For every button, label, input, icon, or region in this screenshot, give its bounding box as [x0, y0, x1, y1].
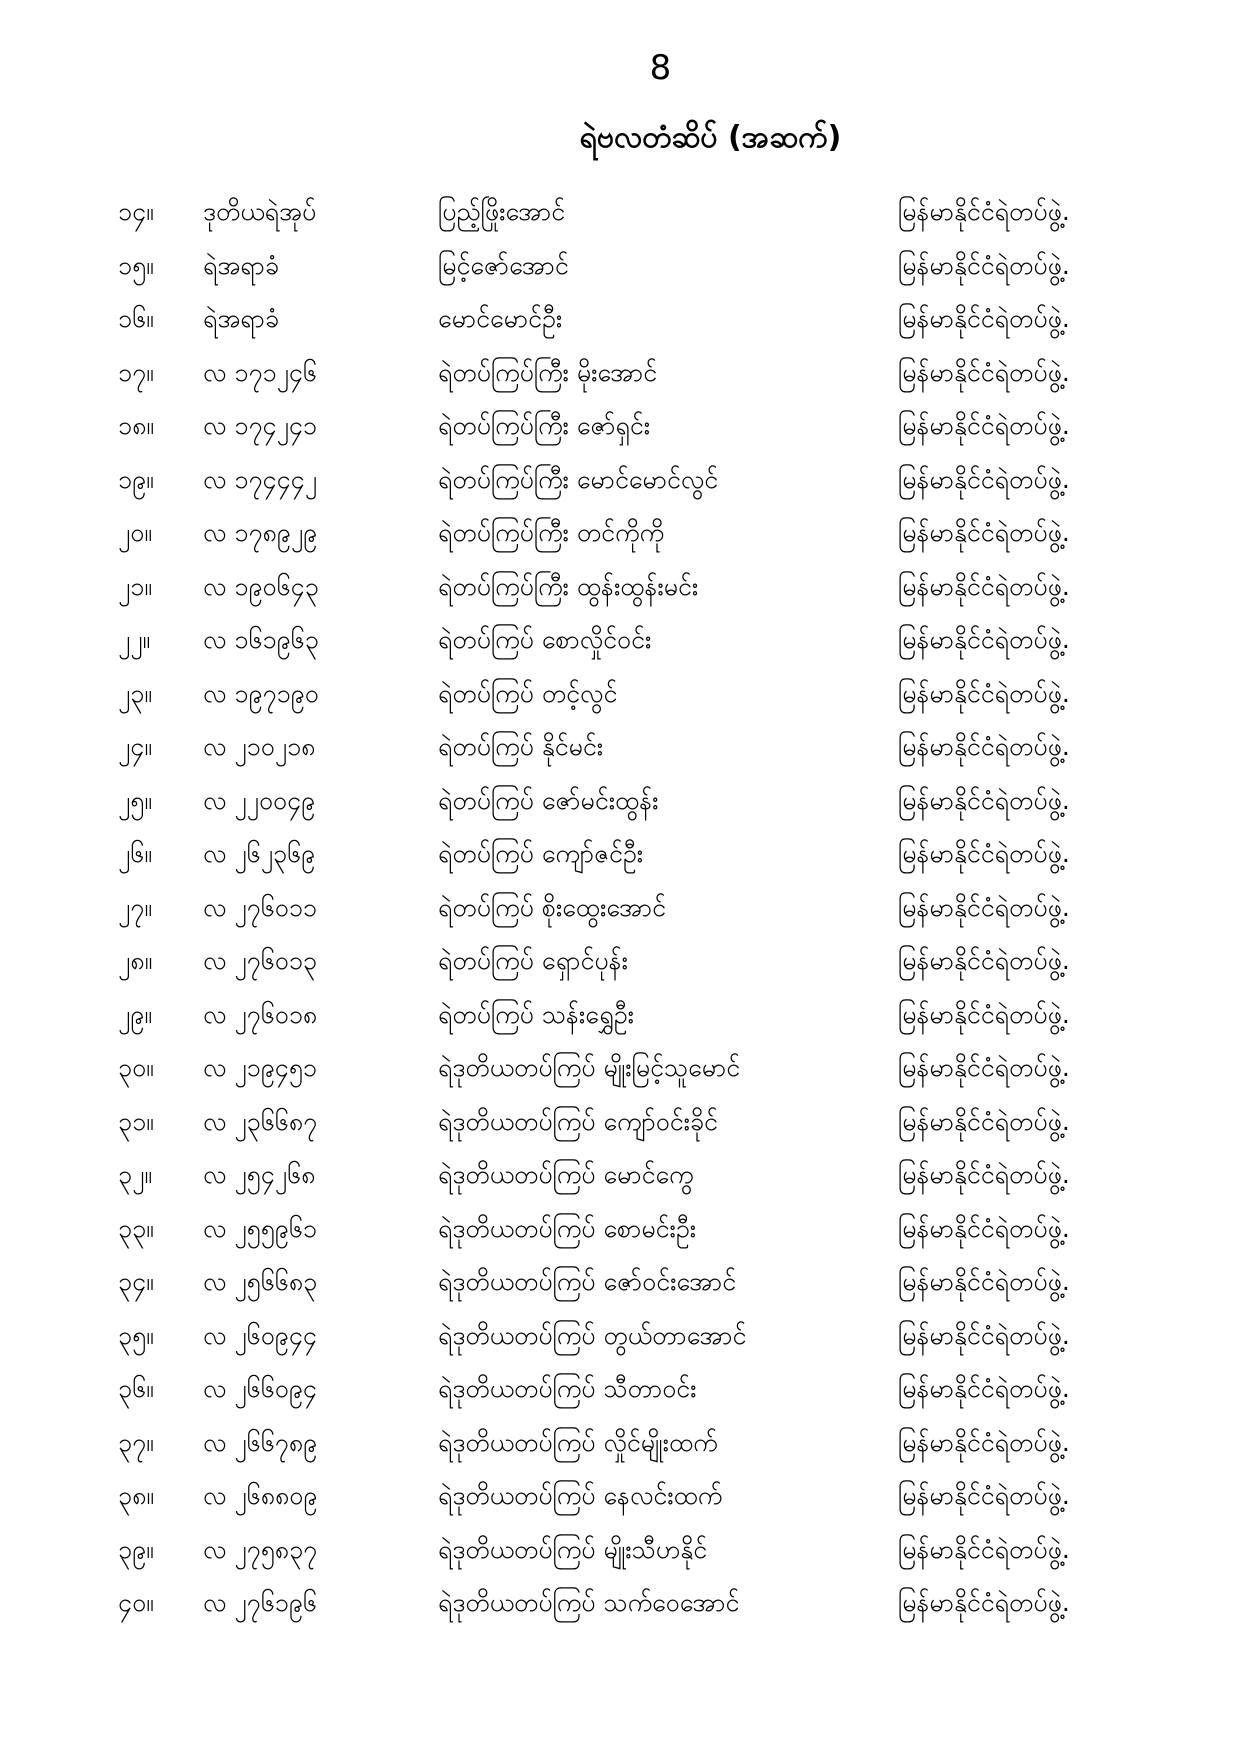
rank-and-name: ရဲတပ်ကြပ်ကြီး တင်ကိုကို — [438, 518, 664, 548]
list-item — [0, 668, 1241, 722]
list-item — [0, 1417, 1241, 1471]
rank-and-name: မောင်မောင်ဦး — [438, 304, 563, 334]
item-number: ၂၄။ — [118, 732, 152, 762]
page-number: 8 — [649, 48, 672, 88]
list-item — [0, 614, 1241, 668]
police-force-label: မြန်မာနိုင်ငံရဲတပ်ဖွဲ့. — [898, 1534, 1070, 1564]
rank-and-name: ရဲဒုတိယတပ်ကြပ် နေလင်းထက် — [438, 1481, 723, 1511]
serial-or-rank: လ ၂၇၆၀၁၃ — [203, 946, 317, 976]
list-item — [0, 454, 1241, 508]
police-force-label: မြန်မာနိုင်ငံရဲတပ်ဖွဲ့. — [898, 304, 1070, 334]
police-force-label: မြန်မာနိုင်ငံရဲတပ်ဖွဲ့. — [898, 1588, 1070, 1618]
rank-and-name: ရဲဒုတိယတပ်ကြပ် မျိုးသီဟနိုင် — [438, 1534, 708, 1564]
item-number: ၂၀။ — [118, 518, 152, 548]
item-number: ၃၈။ — [118, 1481, 154, 1511]
rank-and-name: မြင့်ဇော်အောင် — [438, 250, 569, 280]
list-item — [0, 1256, 1241, 1310]
serial-or-rank: လ ၂၅၅၉၆၁ — [203, 1213, 317, 1243]
list-item — [0, 400, 1241, 454]
police-force-label: မြန်မာနိုင်ငံရဲတပ်ဖွဲ့. — [898, 1267, 1070, 1297]
police-force-label: မြန်မာနိုင်ငံရဲတပ်ဖွဲ့. — [898, 1427, 1070, 1457]
item-number: ၃၄။ — [118, 1267, 154, 1297]
item-number: ၁၉။ — [118, 464, 154, 494]
serial-or-rank: ဒုတိယရဲအုပ် — [203, 197, 317, 227]
rank-and-name: ရဲတပ်ကြပ် တင့်လွင် — [438, 678, 618, 708]
rank-and-name: ရဲဒုတိယတပ်ကြပ် သက်ဝေအောင် — [438, 1588, 740, 1618]
list-item — [0, 828, 1241, 882]
list-item — [0, 186, 1241, 240]
item-number: ၃၉။ — [118, 1534, 154, 1564]
rank-and-name: ရဲတပ်ကြပ် သန်းရွှေဦး — [438, 999, 634, 1029]
police-force-label: မြန်မာနိုင်ငံရဲတပ်ဖွဲ့. — [898, 625, 1070, 655]
list-item — [0, 721, 1241, 775]
serial-or-rank: လ ၁၇၄၄၄၂ — [203, 464, 317, 494]
rank-and-name: ရဲတပ်ကြပ် စောလှိုင်ဝင်း — [438, 625, 652, 655]
serial-or-rank: လ ၂၇၅၈၃၇ — [203, 1534, 318, 1564]
list-item — [0, 1577, 1241, 1631]
rank-and-name: ရဲတပ်ကြပ်ကြီး ဇော်ရှင်း — [438, 411, 651, 441]
item-number: ၃၅။ — [118, 1320, 154, 1350]
item-number: ၂၈။ — [118, 946, 153, 976]
serial-or-rank: လ ၂၁၉၄၅၁ — [203, 1053, 317, 1083]
list-item — [0, 240, 1241, 294]
item-number: ၂၆။ — [118, 839, 152, 869]
rank-and-name: ရဲဒုတိယတပ်ကြပ် မောင်ကွေ — [438, 1160, 694, 1190]
list-item — [0, 1096, 1241, 1150]
document-title: ရဲဗလတံဆိပ် (အဆက်) — [579, 120, 842, 155]
serial-or-rank: လ ၂၁၀၂၁၈ — [203, 732, 316, 762]
rank-and-name: ရဲတပ်ကြပ် ကျော်ဇင်ဦး — [438, 839, 644, 869]
police-force-label: မြန်မာနိုင်ငံရဲတပ်ဖွဲ့. — [898, 999, 1070, 1029]
police-force-label: မြန်မာနိုင်ငံရဲတပ်ဖွဲ့. — [898, 785, 1070, 815]
list-item — [0, 1470, 1241, 1524]
item-number: ၃၂။ — [118, 1160, 152, 1190]
item-number: ၂၅။ — [118, 785, 152, 815]
police-force-label: မြန်မာနိုင်ငံရဲတပ်ဖွဲ့. — [898, 678, 1070, 708]
serial-or-rank: လ ၂၂၀၀၄၉ — [203, 785, 316, 815]
item-number: ၂၉။ — [118, 999, 152, 1029]
rank-and-name: ရဲဒုတိယတပ်ကြပ် စောမင်းဦး — [438, 1213, 697, 1243]
list-item — [0, 1524, 1241, 1578]
rank-and-name: ရဲတပ်ကြပ် ဇော်မင်းထွန်း — [438, 785, 659, 815]
rank-and-name: ရဲတပ်ကြပ် ရှောင်ပုန်း — [438, 946, 628, 976]
item-number: ၄၀။ — [118, 1588, 154, 1618]
serial-or-rank: လ ၂၆၆၇၈၉ — [203, 1427, 318, 1457]
police-force-label: မြန်မာနိုင်ငံရဲတပ်ဖွဲ့. — [898, 1053, 1070, 1083]
serial-or-rank: လ ၁၉၇၁၉၀ — [203, 678, 319, 708]
item-number: ၁၄။ — [118, 197, 154, 227]
serial-or-rank: လ ၂၇၆၀၁၁ — [203, 892, 317, 922]
list-item — [0, 507, 1241, 561]
serial-or-rank: လ ၂၆၈၈၀၉ — [203, 1481, 318, 1511]
rank-and-name: ရဲတပ်ကြပ် နိုင်မင်း — [438, 732, 604, 762]
item-number: ၁၇။ — [118, 357, 154, 387]
list-item — [0, 935, 1241, 989]
item-number: ၃၆။ — [118, 1374, 154, 1404]
police-force-label: မြန်မာနိုင်ငံရဲတပ်ဖွဲ့. — [898, 1213, 1070, 1243]
medal-recipient-list — [0, 186, 1241, 1631]
item-number: ၃၁။ — [118, 1106, 154, 1136]
serial-or-rank: လ ၂၅၆၆၈၃ — [203, 1267, 318, 1297]
police-force-label: မြန်မာနိုင်ငံရဲတပ်ဖွဲ့. — [898, 1374, 1070, 1404]
serial-or-rank: လ ၂၇၆၁၉၆ — [203, 1588, 317, 1618]
item-number: ၃၇။ — [118, 1427, 154, 1457]
rank-and-name: ရဲဒုတိယတပ်ကြပ် မျိုးမြင့်သူမောင် — [438, 1053, 741, 1083]
police-force-label: မြန်မာနိုင်ငံရဲတပ်ဖွဲ့. — [898, 250, 1070, 280]
item-number: ၃၃။ — [118, 1213, 154, 1243]
item-number: ၁၈။ — [118, 411, 154, 441]
serial-or-rank: လ ၁၉၀၆၄၃ — [203, 571, 319, 601]
rank-and-name: ပြည့်ဖြိုးအောင် — [438, 197, 566, 227]
police-force-label: မြန်မာနိုင်ငံရဲတပ်ဖွဲ့. — [898, 1160, 1070, 1190]
serial-or-rank: လ ၂၇၆၀၁၈ — [203, 999, 318, 1029]
serial-or-rank: လ ၁၇၈၉၂၉ — [203, 518, 318, 548]
police-force-label: မြန်မာနိုင်ငံရဲတပ်ဖွဲ့. — [898, 946, 1070, 976]
police-force-label: မြန်မာနိုင်ငံရဲတပ်ဖွဲ့. — [898, 411, 1070, 441]
police-force-label: မြန်မာနိုင်ငံရဲတပ်ဖွဲ့. — [898, 732, 1070, 762]
item-number: ၂၇။ — [118, 892, 152, 922]
serial-or-rank: လ ၂၆၂၃၆၉ — [203, 839, 316, 869]
item-number: ၁၆။ — [118, 304, 154, 334]
list-item — [0, 293, 1241, 347]
serial-or-rank: လ ၂၆၀၉၄၄ — [203, 1320, 317, 1350]
rank-and-name: ရဲတပ်ကြပ်ကြီး မောင်မောင်လွင် — [438, 464, 719, 494]
list-item — [0, 561, 1241, 615]
serial-or-rank: လ ၁၆၁၉၆၃ — [203, 625, 319, 655]
police-force-label: မြန်မာနိုင်ငံရဲတပ်ဖွဲ့. — [898, 357, 1070, 387]
list-item — [0, 1149, 1241, 1203]
list-item — [0, 1042, 1241, 1096]
police-force-label: မြန်မာနိုင်ငံရဲတပ်ဖွဲ့. — [898, 518, 1070, 548]
rank-and-name: ရဲဒုတိယတပ်ကြပ် တွယ်တာအောင် — [438, 1320, 747, 1350]
list-item — [0, 1363, 1241, 1417]
list-item — [0, 1203, 1241, 1257]
item-number: ၃၀။ — [118, 1053, 154, 1083]
police-force-label: မြန်မာနိုင်ငံရဲတပ်ဖွဲ့. — [898, 1320, 1070, 1350]
item-number: ၂၂။ — [118, 625, 151, 655]
rank-and-name: ရဲဒုတိယတပ်ကြပ် ကျော်ဝင်းခိုင် — [438, 1106, 718, 1136]
serial-or-rank: ရဲအရာခံ — [203, 304, 280, 334]
serial-or-rank: ရဲအရာခံ — [203, 250, 280, 280]
police-force-label: မြန်မာနိုင်ငံရဲတပ်ဖွဲ့. — [898, 892, 1070, 922]
serial-or-rank: လ ၁၇၁၂၄၆ — [203, 357, 317, 387]
police-force-label: မြန်မာနိုင်ငံရဲတပ်ဖွဲ့. — [898, 839, 1070, 869]
serial-or-rank: လ ၂၃၆၆၈၇ — [203, 1106, 318, 1136]
serial-or-rank: လ ၂၆၆၀၉၄ — [203, 1374, 317, 1404]
item-number: ၂၁။ — [118, 571, 152, 601]
list-item — [0, 1310, 1241, 1364]
list-item — [0, 882, 1241, 936]
police-force-label: မြန်မာနိုင်ငံရဲတပ်ဖွဲ့. — [898, 464, 1070, 494]
rank-and-name: ရဲဒုတိယတပ်ကြပ် သီတာဝင်း — [438, 1374, 697, 1404]
list-item — [0, 347, 1241, 401]
rank-and-name: ရဲတပ်ကြပ်ကြီး ထွန်းထွန်းမင်း — [438, 571, 699, 601]
rank-and-name: ရဲဒုတိယတပ်ကြပ် ဇော်ဝင်းအောင် — [438, 1267, 737, 1297]
rank-and-name: ရဲတပ်ကြပ် စိုးထွေးအောင် — [438, 892, 667, 922]
police-force-label: မြန်မာနိုင်ငံရဲတပ်ဖွဲ့. — [898, 1106, 1070, 1136]
item-number: ၁၅။ — [118, 250, 154, 280]
police-force-label: မြန်မာနိုင်ငံရဲတပ်ဖွဲ့. — [898, 571, 1070, 601]
rank-and-name: ရဲတပ်ကြပ်ကြီး မိုးအောင် — [438, 357, 658, 387]
serial-or-rank: လ ၁၇၄၂၄၁ — [203, 411, 317, 441]
serial-or-rank: လ ၂၅၄၂၆၈ — [203, 1160, 316, 1190]
list-item — [0, 775, 1241, 829]
list-item — [0, 989, 1241, 1043]
item-number: ၂၃။ — [118, 678, 152, 708]
rank-and-name: ရဲဒုတိယတပ်ကြပ် လှိုင်မျိုးထက် — [438, 1427, 718, 1457]
police-force-label: မြန်မာနိုင်ငံရဲတပ်ဖွဲ့. — [898, 1481, 1070, 1511]
police-force-label: မြန်မာနိုင်ငံရဲတပ်ဖွဲ့. — [898, 197, 1070, 227]
